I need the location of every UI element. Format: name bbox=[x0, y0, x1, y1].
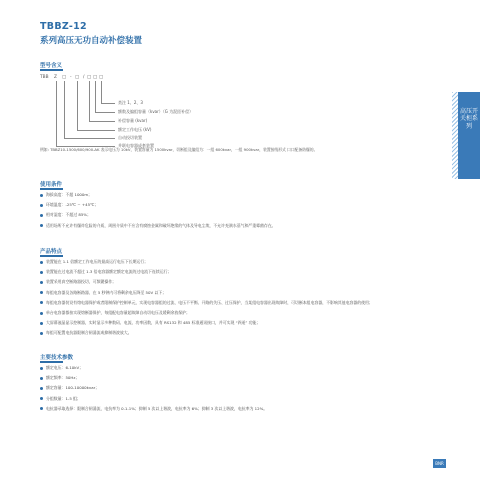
code-part: □ bbox=[62, 75, 67, 80]
list-item: 装置采用真空断路器投切，可频繁操作； bbox=[40, 277, 420, 287]
list-item: 装置能在过电流不超过 1.3 倍电容器额定额定电流的过电流下连续运行； bbox=[40, 267, 420, 277]
code-part: □ bbox=[75, 75, 80, 80]
bracket-line bbox=[64, 81, 65, 138]
list-item: 分组数量：1-5 组； bbox=[40, 394, 420, 404]
list-item: 单台电容器都按实现熔断器保护，每组配电容量超故障自动切电压及缓剩余放保护； bbox=[40, 308, 420, 318]
product-code: TBBZ-12 bbox=[40, 21, 87, 32]
code-part: □ bbox=[93, 75, 98, 80]
side-tab-label: 高压开关柜系列 bbox=[459, 108, 478, 130]
product-name: 系列高压无功自动补偿装置 bbox=[40, 36, 143, 46]
list-item: 大屏幕液晶显示控制器，实时显示多种数码、电流、功率因数，具有 RS132 和 485 标准通讯接口，并可实现 “四遥” 功能； bbox=[40, 318, 420, 328]
code-label: 补偿容量 (kvar) bbox=[118, 118, 148, 123]
list-item: 电抗器录取选择：限制合闸涌流，电抗率为 0.1-1%；抑制 5 次以上谐波，电抗率为 6%；抑制 3 次以上谐波，电抗率为 12%。 bbox=[40, 404, 420, 414]
list-item: 额定容量：100-10000kvar； bbox=[40, 383, 420, 393]
tech-list bbox=[40, 363, 420, 414]
bracket-line bbox=[101, 103, 115, 104]
list-item: 海拔高度：不超 1000m； bbox=[40, 190, 420, 200]
code-part: / bbox=[83, 75, 85, 80]
code-label: 类注 1、2、3 bbox=[118, 100, 143, 105]
model-example: 例如: TBBZ10-1500/600/900-AK 表示电压为 10kV，装置容量为 1500kvar，切断组及编组为：一组 600kvar，一组 900kvar，装置接线形式 口口配备防爆的。 bbox=[40, 147, 318, 152]
list-item: 环境温度：-25℃ ~ +45℃； bbox=[40, 200, 420, 210]
page-number: BNR bbox=[433, 459, 446, 468]
bracket-line bbox=[95, 81, 96, 112]
code-label: 额数及编组容量（kvar）（G 为混匝补偿） bbox=[118, 109, 194, 114]
section-rule bbox=[40, 69, 63, 71]
conditions-list bbox=[40, 190, 420, 231]
code-part: - bbox=[70, 75, 72, 80]
list-item: 额定频率：50Hz； bbox=[40, 373, 420, 383]
section-title-tech: 主要技术参数 bbox=[40, 355, 74, 361]
code-part: □ bbox=[87, 75, 92, 80]
code-part: Z bbox=[54, 75, 57, 80]
code-label: 额定工作电压 (kV) bbox=[118, 127, 152, 132]
section-title-conditions: 使用条件 bbox=[40, 182, 63, 188]
list-item: 每组电容器及各路断路器、在 5 秒钟内可将剩余电压降至 50V 以下； bbox=[40, 288, 420, 298]
list-item: 每组电容器装设有熔电器保护或者限制保护控制单元，实现电容器组的过流、电压不平衡、开路的失压、过压保护，当某组电容器出现故障时，可切断本组电容器，不影响其他电容器的使用； bbox=[40, 298, 420, 308]
bracket-line bbox=[95, 112, 115, 113]
code-part: TBB bbox=[40, 75, 49, 80]
list-item: 额定电压：6-10kV； bbox=[40, 363, 420, 373]
model-code-diagram bbox=[40, 75, 400, 147]
list-item: 适用场所不允许有爆炸危险的介质，周围介质中不应含有腐蚀金属和破坏绝缘的气体及导电尘埃，不允许充满水蒸气和严重霉菌存在。 bbox=[40, 221, 420, 231]
bracket-line bbox=[89, 121, 115, 122]
list-item: 装置能在 1.1 倍额定工作电压的最高运行电压下长期运行； bbox=[40, 257, 420, 267]
list-item: 每组可配置电抗器限制合闸涌流或抑制谐波放大。 bbox=[40, 328, 420, 338]
bracket-line bbox=[56, 81, 57, 146]
bracket-line bbox=[89, 81, 90, 121]
section-title-features: 产品特点 bbox=[40, 249, 63, 255]
list-item: 相对湿度：不超过 85%； bbox=[40, 210, 420, 220]
code-part: □ bbox=[99, 75, 104, 80]
title-block bbox=[40, 21, 142, 46]
bracket-line bbox=[77, 81, 78, 130]
bracket-line bbox=[101, 81, 102, 103]
code-label: 自动投切装置 bbox=[118, 135, 142, 140]
code-label: 并联电容器成套装置 bbox=[118, 143, 154, 148]
bracket-line bbox=[64, 138, 115, 139]
section-title-model: 型号含义 bbox=[40, 63, 63, 69]
category-side-tab[interactable] bbox=[458, 92, 480, 179]
features-list bbox=[40, 257, 420, 339]
bracket-line bbox=[77, 130, 115, 131]
